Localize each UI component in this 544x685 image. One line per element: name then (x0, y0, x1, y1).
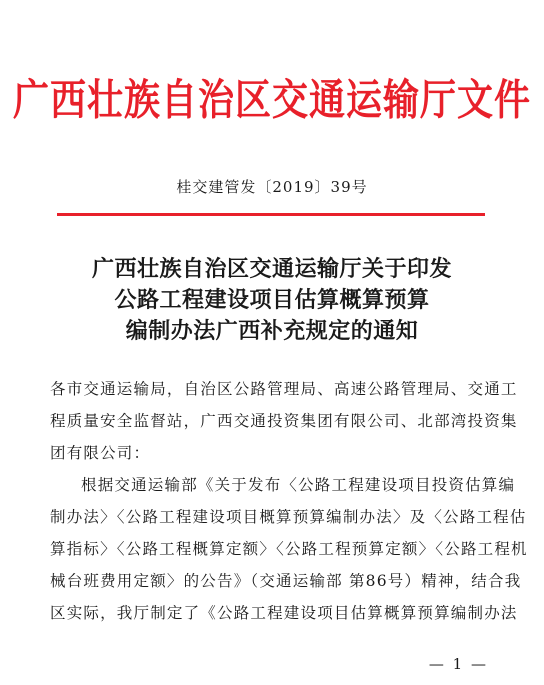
document-masthead: 广西壮族自治区交通运输厅文件 (12, 75, 531, 126)
addressee-line: 团有限公司： (50, 444, 151, 462)
notice-title (0, 254, 544, 347)
notice-title-line-1: 广西壮族自治区交通运输厅关于印发 (91, 256, 452, 282)
addressee-line: 程质量安全监督站，广西交通投资集团有限公司、北部湾投资集 (50, 412, 518, 430)
red-divider-line (57, 213, 485, 216)
document-number: 桂交建管发〔2019〕39号 (176, 178, 368, 196)
paragraph-line: 械台班费用定额〉的公告》（交通运输部 第86号）精神，结合我 (50, 572, 522, 590)
page-number: — 1 — (428, 655, 488, 673)
addressee-line: 各市交通运输局，自治区公路管理局、高速公路管理局、交通工 (50, 380, 518, 398)
notice-title-line-3: 编制办法广西补充规定的通知 (125, 318, 419, 344)
paragraph-line: 算指标〉〈公路工程概算定额〉〈公路工程预算定额〉〈公路工程机 (50, 540, 528, 558)
document-body (50, 373, 528, 629)
notice-title-line-2: 公路工程建设项目估算概算预算 (114, 287, 430, 313)
paragraph-line: 区实际，我厅制定了《公路工程建设项目估算概算预算编制办法 (50, 604, 518, 622)
paragraph-line: 根据交通运输部《关于发布〈公路工程建设项目投资估算编 (81, 476, 516, 494)
paragraph-line: 制办法〉〈公路工程建设项目概算预算编制办法〉及〈公路工程估 (50, 508, 527, 526)
